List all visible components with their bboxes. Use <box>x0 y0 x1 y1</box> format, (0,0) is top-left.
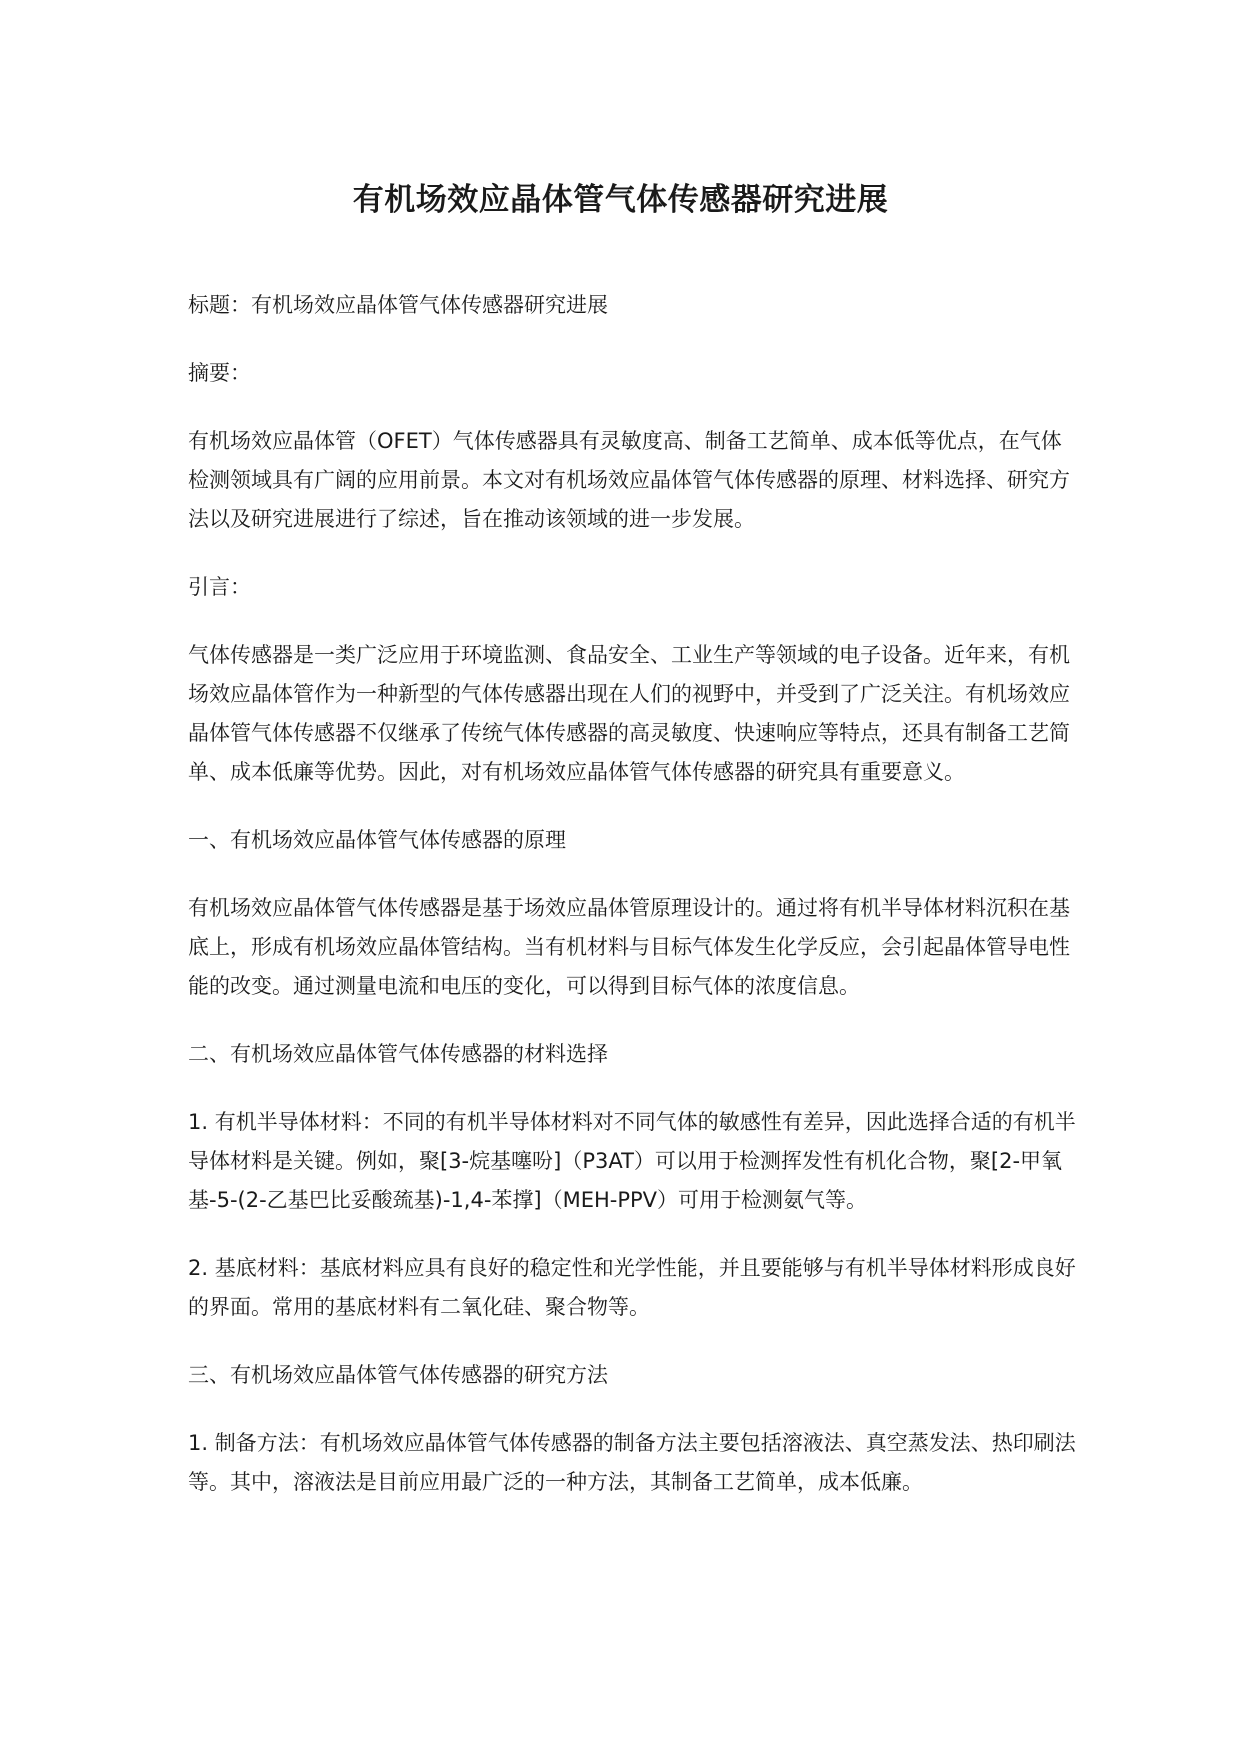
document-body <box>188 286 1078 1531</box>
section-2-item-1: 1. 有机半导体材料：不同的有机半导体材料对不同气体的敏感性有差异，因此选择合适的有机半导体材料是关键。例如，聚[3-烷基噻吩]（P3AT）可以用于检测挥发性有机化合物，聚[2-甲氧基-5-(2-乙基巴比妥酸巯基)-1,4-苯撑]（MEH-PPV）可用于检测氨气等。 <box>188 1110 1076 1212</box>
section-2-heading: 二、有机场效应晶体管气体传感器的材料选择 <box>188 1042 608 1066</box>
title-line: 标题：有机场效应晶体管气体传感器研究进展 <box>188 293 608 317</box>
abstract-heading: 摘要： <box>188 361 251 385</box>
introduction-text: 气体传感器是一类广泛应用于环境监测、食品安全、工业生产等领域的电子设备。近年来，有机场效应晶体管作为一种新型的气体传感器出现在人们的视野中，并受到了广泛关注。有机场效应晶体管气体传感器不仅继承了传统气体传感器的高灵敏度、快速响应等特点，还具有制备工艺简单、成本低廉等优势。因此，对有机场效应晶体管气体传感器的研究具有重要意义。 <box>188 643 1070 784</box>
introduction-heading: 引言： <box>188 575 251 599</box>
document-title: 有机场效应晶体管气体传感器研究进展 <box>352 182 889 218</box>
abstract-text: 有机场效应晶体管（OFET）气体传感器具有灵敏度高、制备工艺简单、成本低等优点，在气体检测领域具有广阔的应用前景。本文对有机场效应晶体管气体传感器的原理、材料选择、研究方法以及研究进展进行了综述，旨在推动该领域的进一步发展。 <box>188 429 1070 531</box>
section-3-item-1: 1. 制备方法：有机场效应晶体管气体传感器的制备方法主要包括溶液法、真空蒸发法、热印刷法等。其中，溶液法是目前应用最广泛的一种方法，其制备工艺简单，成本低廉。 <box>188 1431 1076 1494</box>
section-3-heading: 三、有机场效应晶体管气体传感器的研究方法 <box>188 1363 608 1387</box>
section-2-item-2: 2. 基底材料：基底材料应具有良好的稳定性和光学性能，并且要能够与有机半导体材料形成良好的界面。常用的基底材料有二氧化硅、聚合物等。 <box>188 1256 1076 1319</box>
section-1-heading: 一、有机场效应晶体管气体传感器的原理 <box>188 828 566 852</box>
section-1-text: 有机场效应晶体管气体传感器是基于场效应晶体管原理设计的。通过将有机半导体材料沉积在基底上，形成有机场效应晶体管结构。当有机材料与目标气体发生化学反应，会引起晶体管导电性能的改变。通过测量电流和电压的变化，可以得到目标气体的浓度信息。 <box>188 896 1070 998</box>
